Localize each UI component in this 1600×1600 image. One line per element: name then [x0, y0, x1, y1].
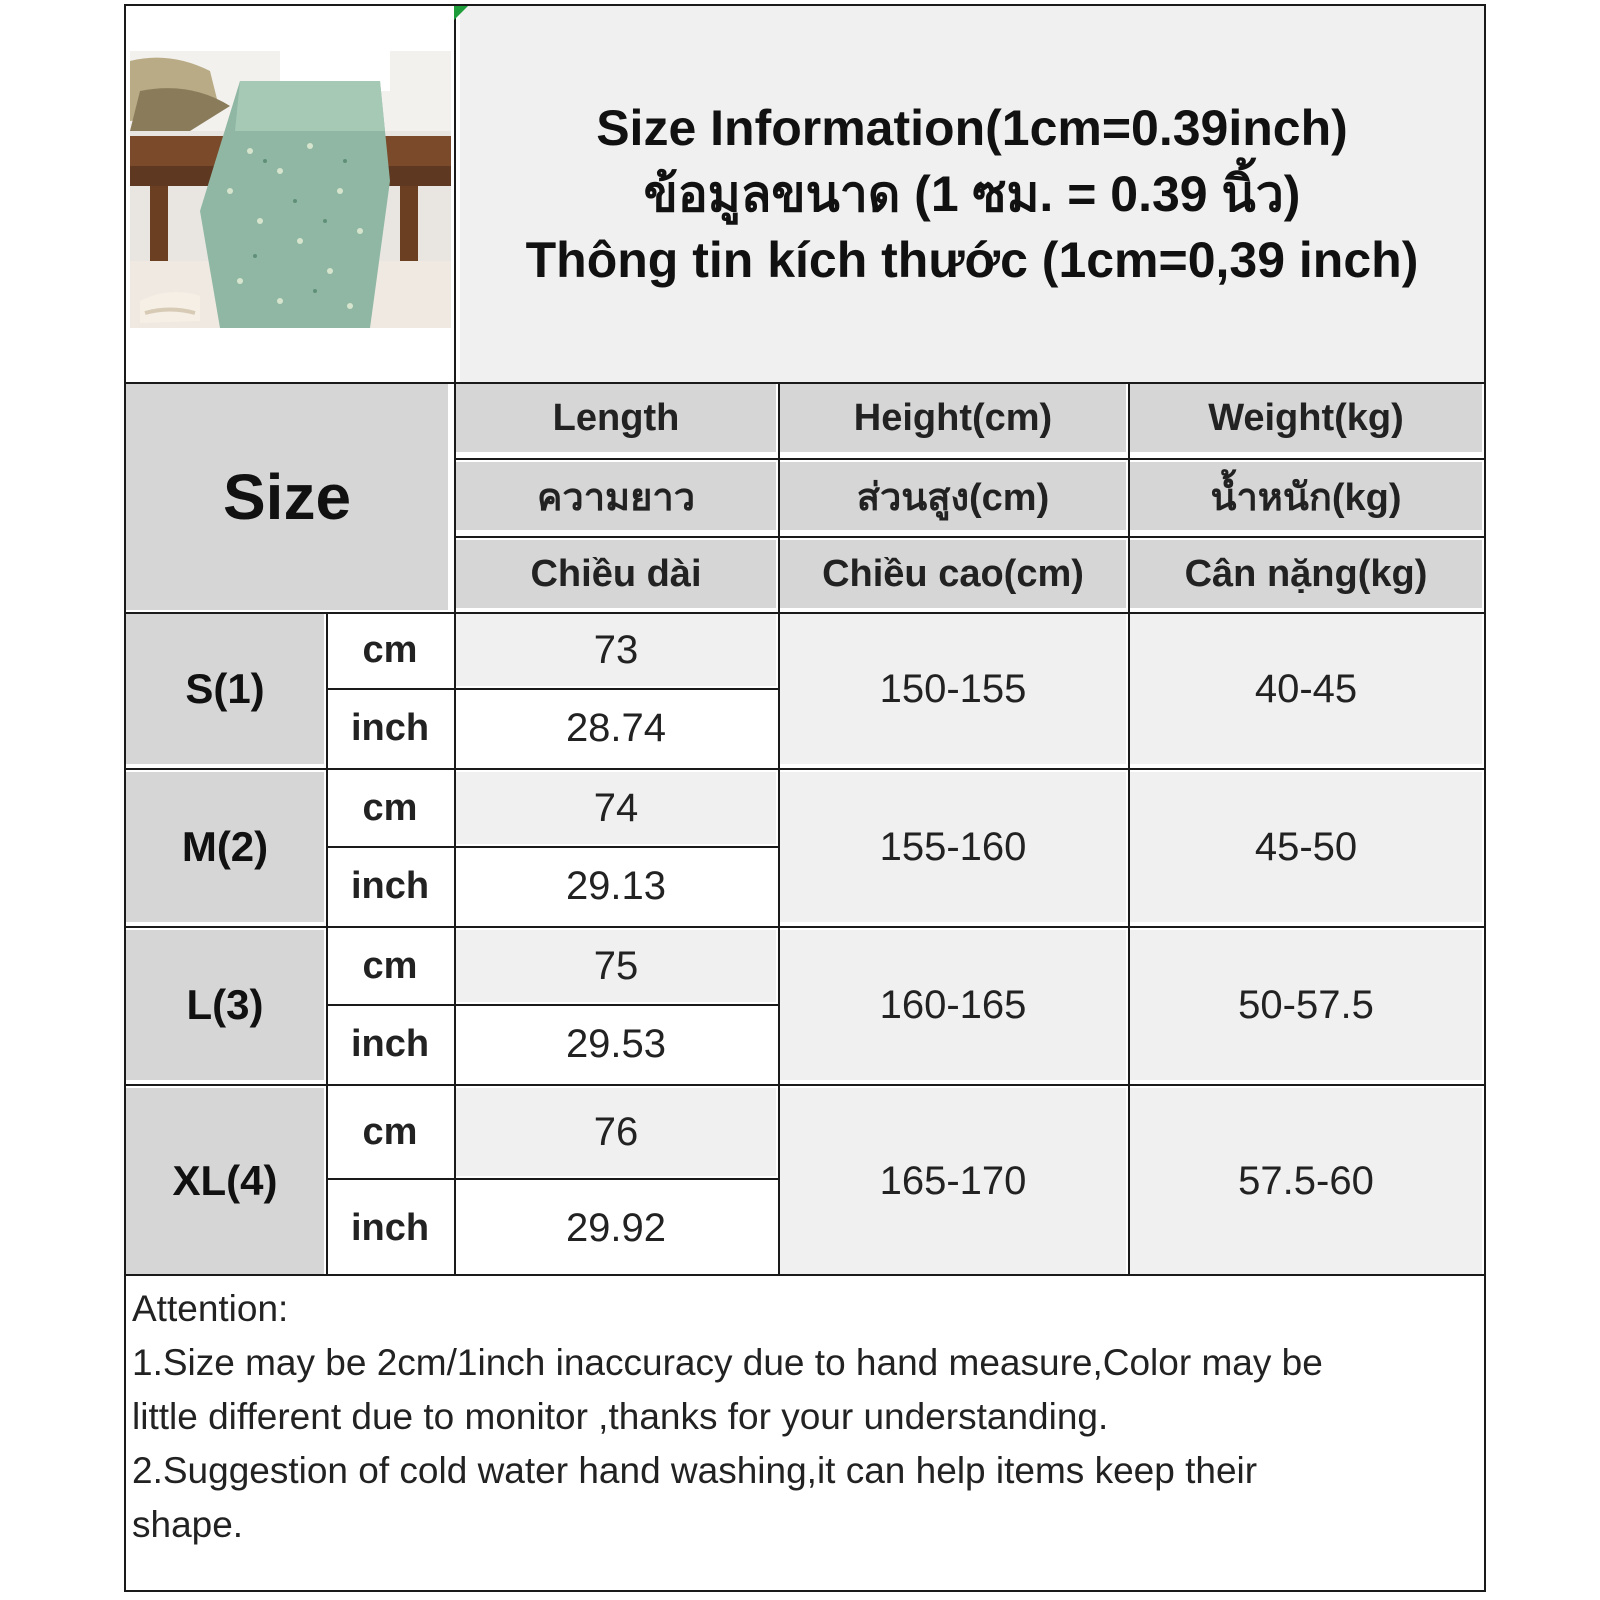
unit-cm: cm	[328, 772, 452, 844]
grid-line	[778, 384, 780, 1274]
height-header-vi: Chiều cao(cm)	[780, 540, 1126, 608]
grid-line	[126, 382, 1484, 384]
notes-line: 2.Suggestion of cold water hand washing,it can help items keep their	[132, 1450, 1258, 1491]
grid-line	[126, 926, 1484, 928]
grid-line	[126, 612, 1484, 614]
grid-line	[456, 458, 1484, 460]
grid-line	[326, 612, 328, 1274]
weight-range: 40-45	[1130, 614, 1482, 764]
size-m: M(2)	[126, 772, 324, 922]
length-cm: 74	[456, 772, 776, 844]
length-inch: 29.92	[456, 1182, 776, 1274]
height-header-en: Height(cm)	[780, 384, 1126, 452]
attention-notes	[126, 1276, 1484, 1590]
corner-marker-icon	[454, 6, 470, 22]
weight-header-th: น้ำหนัก(kg)	[1130, 462, 1482, 530]
notes-heading: Attention:	[132, 1288, 289, 1329]
notes-line: shape.	[132, 1504, 244, 1545]
size-header: Size	[126, 384, 448, 610]
unit-cm: cm	[328, 1088, 452, 1176]
height-header-th: ส่วนสูง(cm)	[780, 462, 1126, 530]
size-chart	[124, 4, 1486, 1592]
weight-header-en: Weight(kg)	[1130, 384, 1482, 452]
unit-inch: inch	[328, 1008, 452, 1080]
height-range: 155-160	[780, 772, 1126, 922]
notes-line: 1.Size may be 2cm/1inch inaccuracy due to hand measure,Color may be	[132, 1342, 1323, 1383]
notes-line: little different due to monitor ,thanks for your understanding.	[132, 1396, 1109, 1437]
size-l: L(3)	[126, 930, 324, 1080]
skirt-photo-icon	[130, 51, 451, 328]
weight-header-vi: Cân nặng(kg)	[1130, 540, 1482, 608]
weight-range: 57.5-60	[1130, 1088, 1482, 1274]
grid-line	[328, 1178, 778, 1180]
unit-inch: inch	[328, 1182, 452, 1274]
grid-line	[1128, 384, 1130, 1274]
title-en: Size Information(1cm=0.39inch)	[596, 100, 1348, 156]
weight-range: 50-57.5	[1130, 930, 1482, 1080]
length-cm: 76	[456, 1088, 776, 1176]
grid-line	[328, 1004, 778, 1006]
length-inch: 29.53	[456, 1008, 776, 1080]
product-photo	[130, 51, 451, 328]
length-cm: 75	[456, 930, 776, 1002]
grid-line	[126, 768, 1484, 770]
title-th: ข้อมูลขนาด (1 ซม. = 0.39 นิ้ว)	[643, 166, 1301, 222]
weight-range: 45-50	[1130, 772, 1482, 922]
length-cm: 73	[456, 614, 776, 686]
unit-cm: cm	[328, 614, 452, 686]
length-inch: 29.13	[456, 850, 776, 922]
height-range: 165-170	[780, 1088, 1126, 1274]
height-range: 160-165	[780, 930, 1126, 1080]
length-header-vi: Chiều dài	[456, 540, 776, 608]
size-s: S(1)	[126, 614, 324, 764]
length-header-th: ความยาว	[456, 462, 776, 530]
grid-line	[328, 846, 778, 848]
grid-line	[126, 1084, 1484, 1086]
height-range: 150-155	[780, 614, 1126, 764]
length-inch: 28.74	[456, 692, 776, 764]
title-box	[460, 6, 1484, 382]
unit-inch: inch	[328, 692, 452, 764]
unit-inch: inch	[328, 850, 452, 922]
title-vi: Thông tin kích thước (1cm=0,39 inch)	[525, 232, 1419, 288]
grid-line	[456, 536, 1484, 538]
unit-cm: cm	[328, 930, 452, 1002]
length-header-en: Length	[456, 384, 776, 452]
size-xl: XL(4)	[126, 1088, 324, 1274]
grid-line	[328, 688, 778, 690]
